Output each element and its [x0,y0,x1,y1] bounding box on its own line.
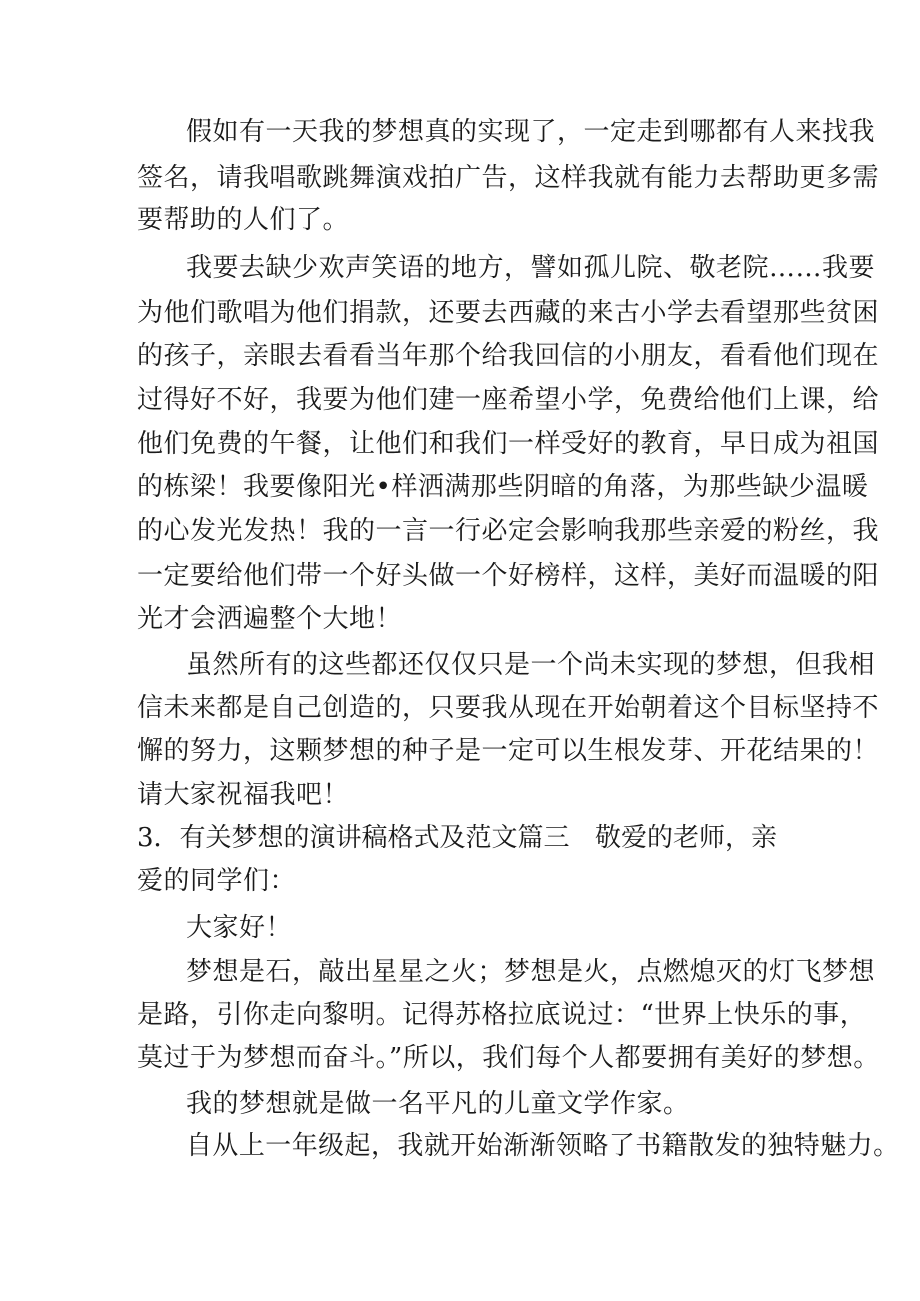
paragraph-2-line-9: 光才会洒遍整个大地！ [137,604,403,634]
paragraph-2-line-4: 过得好不好，我要为他们建一座希望小学，免费给他们上课，给 [137,385,880,415]
paragraph-3-line-3: 懈的努力，这颗梦想的种子是一定可以生根发芽、开花结果的！ [137,736,880,766]
paragraph-3-line-1: 虽然所有的这些都还仅仅只是一个尚未实现的梦想，但我相 [186,650,876,680]
speech-paragraph-1-line-1: 梦想是石，敲出星星之火；梦想是火，点燃熄灭的灯飞梦想 [186,957,876,987]
speech-paragraph-1-line-2: 是路，引你走向黎明。记得苏格拉底说过：“世界上快乐的事， [137,1000,867,1030]
paragraph-2-line-2: 为他们歌唱为他们捐款，还要去西藏的来古小学去看望那些贫困 [137,298,880,328]
paragraph-2-line-6: 的栋梁！我要像阳光•样洒满那些阴暗的角落，为那些缺少温暖 [137,472,869,502]
section-heading: 3．有关梦想的演讲稿格式及范文篇三 [137,823,570,853]
paragraph-2-line-7: 的心发光发热！我的一言一行必定会影响我那些亲爱的粉丝，我 [137,516,880,546]
paragraph-1-line-3: 要帮助的人们了。 [137,205,350,235]
speech-paragraph-3-line-1: 自从上一年级起，我就开始渐渐领略了书籍散发的独特魅力。 [186,1131,900,1161]
paragraph-3-line-2: 信未来都是自己创造的，只要我从现在开始朝着这个目标坚持不 [137,693,880,723]
paragraph-2-line-1: 我要去缺少欢声笑语的地方，譬如孤儿院、敬老院……我要 [186,253,876,283]
paragraph-1-line-1: 假如有一天我的梦想真的实现了，一定走到哪都有人来找我 [186,117,876,147]
greeting: 大家好！ [186,913,293,943]
paragraph-1-line-2: 签名，请我唱歌跳舞演戏拍广告，这样我就有能力去帮助更多需 [137,163,880,193]
speech-paragraph-1-line-3: 莫过于为梦想而奋斗。”所以，我们每个人都要拥有美好的梦想。 [137,1043,880,1073]
speech-paragraph-2-line-1: 我的梦想就是做一名平凡的儿童文学作家。 [186,1089,690,1119]
paragraph-2-line-8: 一定要给他们带一个好头做一个好榜样，这样，美好而温暖的阳 [137,561,880,591]
paragraph-3-line-4: 请大家祝福我吧！ [137,780,350,810]
paragraph-2-line-5: 他们免费的午餐，让他们和我们一样受好的教育，早日成为祖国 [137,429,880,459]
salutation-start: 敬爱的老师，亲 [595,823,778,853]
salutation-continuation: 爱的同学们： [137,866,297,896]
paragraph-2-line-3: 的孩子，亲眼去看看当年那个给我回信的小朋友，看看他们现在 [137,341,880,371]
